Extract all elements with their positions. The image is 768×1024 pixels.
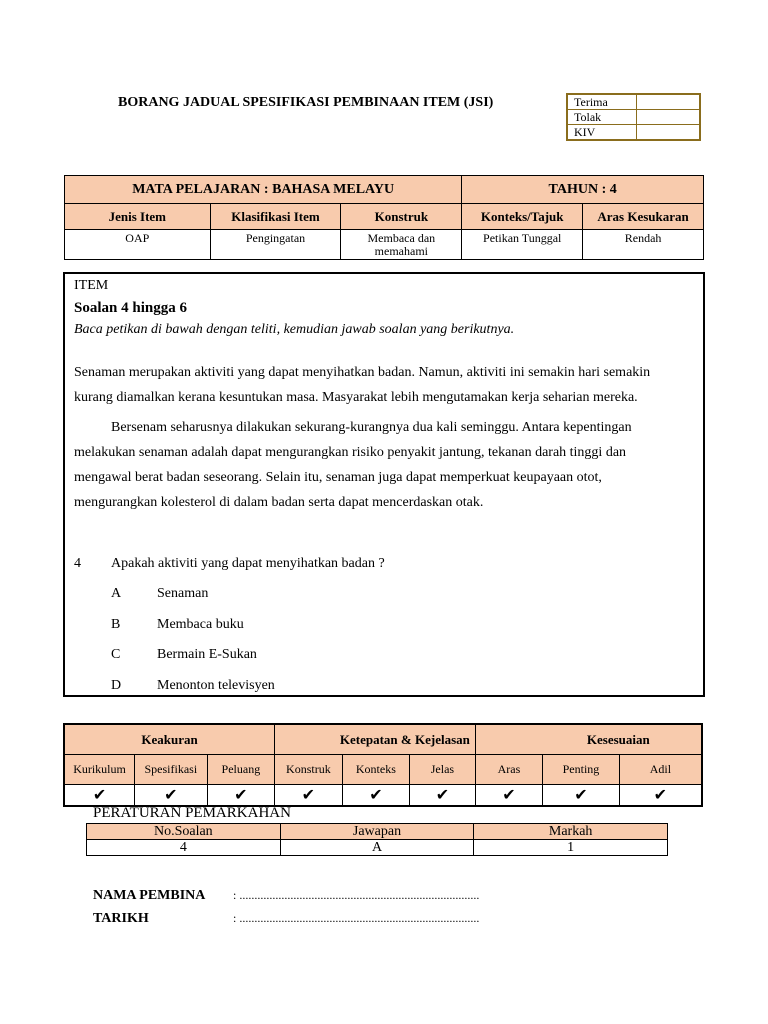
marking-header-markah: Markah (474, 824, 668, 840)
marking-table (86, 823, 668, 856)
criterion-aras: Aras (475, 755, 543, 785)
criterion-peluang: Peluang (207, 755, 275, 785)
criterion-adil: Adil (619, 755, 702, 785)
status-box (566, 93, 701, 141)
check-icon[interactable]: ✔ (275, 785, 343, 807)
passage-line: Bersenam seharusnya dilakukan sekurang-kurangnya dua kali seminggu. Antara kepentingan (111, 420, 632, 435)
val-konstruk (341, 230, 462, 260)
status-terima: Terima (567, 94, 637, 110)
group-kesesuaian: Kesesuaian (475, 724, 702, 755)
item-label: ITEM (74, 278, 109, 293)
group-keakuran: Keakuran (64, 724, 275, 755)
marking-header-soalan: No.Soalan (87, 824, 281, 840)
check-icon[interactable]: ✔ (410, 785, 476, 807)
marking-markah: 1 (474, 840, 668, 856)
val-aras: Rendah (583, 230, 704, 260)
criterion-jelas: Jelas (410, 755, 476, 785)
rating-table (63, 723, 703, 807)
builder-field[interactable]: : ................................................................................ (233, 888, 480, 902)
criterion-kurikulum: Kurikulum (64, 755, 135, 785)
status-terima-cell (637, 94, 701, 110)
item-heading: Soalan 4 hingga 6 (74, 300, 187, 316)
criterion-spesifikasi: Spesifikasi (135, 755, 208, 785)
date-field[interactable]: : ................................................................................ (233, 911, 480, 925)
marking-jawapan: A (280, 840, 474, 856)
val-konstruk-text: Membaca dan memahami (367, 231, 436, 258)
passage-line: Senaman merupakan aktiviti yang dapat menyihatkan badan. Namun, aktiviti ini semakin hari semakin (74, 365, 651, 380)
header-table (64, 175, 704, 260)
option-letter: D (111, 678, 122, 693)
subject-cell: MATA PELAJARAN : BAHASA MELAYU (65, 176, 462, 204)
builder-label: NAMA PEMBINA (93, 888, 206, 903)
check-icon[interactable]: ✔ (207, 785, 275, 807)
question-number: 4 (74, 556, 81, 571)
group-ketepatan: Ketepatan & Kejelasan (275, 724, 476, 755)
criterion-penting: Penting (543, 755, 620, 785)
marking-header-jawapan: Jawapan (280, 824, 474, 840)
option-letter: A (111, 586, 122, 601)
item-box (63, 272, 705, 697)
val-jenis-item: OAP (65, 230, 211, 260)
option-text: Bermain E-Sukan (157, 647, 257, 662)
status-tolak: Tolak (567, 110, 637, 125)
passage-line: mengurangkan kolesterol di dalam badan serta dapat mencerdaskan otak. (74, 495, 484, 510)
check-icon[interactable]: ✔ (64, 785, 135, 807)
criterion-konteks: Konteks (342, 755, 410, 785)
marking-label: PERATURAN PEMARKAHAN (93, 805, 291, 821)
marking-soalan: 4 (87, 840, 281, 856)
col-aras: Aras Kesukaran (583, 204, 704, 230)
option-letter: C (111, 647, 121, 662)
check-icon[interactable]: ✔ (619, 785, 702, 807)
status-tolak-cell (637, 110, 701, 125)
status-kiv: KIV (567, 125, 637, 141)
passage-line: mengawal berat badan seseorang. Selain itu, senaman juga dapat memperkuat keupayaan otot, (74, 470, 602, 485)
option-text: Senaman (157, 586, 209, 601)
status-kiv-cell (637, 125, 701, 141)
date-label: TARIKH (93, 911, 149, 926)
col-klasifikasi: Klasifikasi Item (210, 204, 341, 230)
year-cell: TAHUN : 4 (462, 176, 704, 204)
col-konstruk: Konstruk (341, 204, 462, 230)
criterion-konstruk: Konstruk (275, 755, 343, 785)
val-klasifikasi: Pengingatan (210, 230, 341, 260)
check-icon[interactable]: ✔ (475, 785, 543, 807)
question-text: Apakah aktiviti yang dapat menyihatkan badan ? (111, 556, 385, 571)
option-text: Menonton televisyen (157, 678, 275, 693)
check-icon[interactable]: ✔ (543, 785, 620, 807)
passage-line: kurang diamalkan kerana kesuntukan masa. Masyarakat lebih mengutamakan kerja seharian mereka. (74, 390, 638, 405)
check-icon[interactable]: ✔ (342, 785, 410, 807)
option-letter: B (111, 617, 121, 632)
item-instruction: Baca petikan di bawah dengan teliti, kemudian jawab soalan yang berikutnya. (74, 322, 515, 337)
col-konteks: Konteks/Tajuk (462, 204, 583, 230)
date-row (93, 911, 479, 927)
option-text: Membaca buku (157, 617, 244, 632)
form-title: BORANG JADUAL SPESIFIKASI PEMBINAAN ITEM (JSI) (118, 95, 494, 110)
passage-line: melakukan senaman adalah dapat mengurangkan risiko penyakit jantung, tekanan darah tinggi dan (74, 445, 627, 460)
val-konteks: Petikan Tunggal (462, 230, 583, 260)
check-icon[interactable]: ✔ (135, 785, 208, 807)
col-jenis-item: Jenis Item (65, 204, 211, 230)
builder-row (93, 888, 479, 904)
